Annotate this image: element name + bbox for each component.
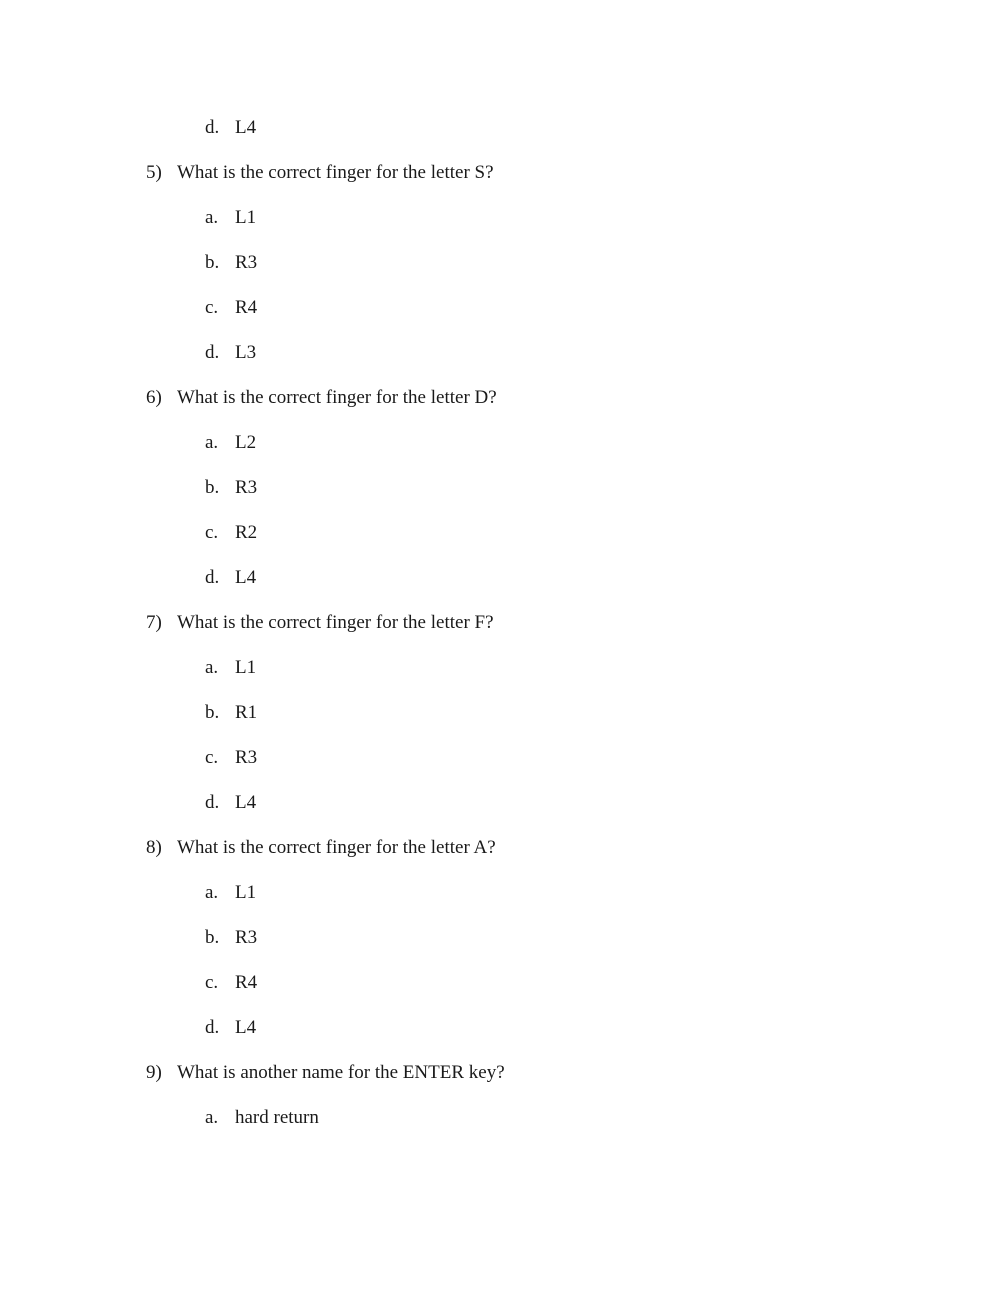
option-letter: d.	[205, 117, 220, 138]
option-letter: d.	[205, 792, 220, 813]
answer-option	[0, 473, 1000, 503]
answer-option	[0, 203, 1000, 233]
option-text: L4	[235, 792, 257, 813]
option-letter: b.	[205, 477, 220, 498]
answer-option	[0, 968, 1000, 998]
question-line	[0, 833, 1000, 863]
option-letter: c.	[205, 297, 219, 318]
option-text: L4	[235, 1017, 257, 1038]
question-text: What is the correct finger for the letter A?	[177, 837, 496, 858]
answer-option	[0, 248, 1000, 278]
answer-option	[0, 563, 1000, 593]
option-text: R3	[235, 927, 258, 948]
answer-option	[0, 518, 1000, 548]
question-line	[0, 608, 1000, 638]
answer-option	[0, 428, 1000, 458]
option-text: L1	[235, 882, 257, 903]
question-line	[0, 383, 1000, 413]
option-letter: c.	[205, 972, 219, 993]
option-text: R4	[235, 297, 258, 318]
option-text: L4	[235, 567, 257, 588]
option-letter: b.	[205, 252, 220, 273]
answer-option	[0, 1013, 1000, 1043]
option-text: R4	[235, 972, 258, 993]
question-number: 7)	[146, 612, 162, 633]
option-text: L1	[235, 207, 257, 228]
option-text: R3	[235, 747, 258, 768]
option-text: L1	[235, 657, 257, 678]
option-text: L3	[235, 342, 257, 363]
question-number: 6)	[146, 387, 162, 408]
option-letter: c.	[205, 522, 219, 543]
option-letter: c.	[205, 747, 219, 768]
question-line	[0, 1058, 1000, 1088]
question-text: What is another name for the ENTER key?	[177, 1062, 505, 1083]
option-letter: b.	[205, 702, 220, 723]
option-letter: a.	[205, 1107, 219, 1128]
answer-option	[0, 113, 1000, 143]
option-text: R3	[235, 252, 258, 273]
answer-option	[0, 293, 1000, 323]
option-letter: a.	[205, 207, 219, 228]
answer-option	[0, 338, 1000, 368]
option-letter: b.	[205, 927, 220, 948]
question-number: 9)	[146, 1062, 162, 1083]
answer-option	[0, 878, 1000, 908]
answer-option	[0, 788, 1000, 818]
option-letter: a.	[205, 882, 219, 903]
question-number: 8)	[146, 837, 162, 858]
option-letter: d.	[205, 342, 220, 363]
answer-option	[0, 698, 1000, 728]
answer-option	[0, 1103, 1000, 1133]
option-text: R1	[235, 702, 258, 723]
option-text: hard return	[235, 1107, 319, 1128]
option-letter: d.	[205, 567, 220, 588]
question-line	[0, 158, 1000, 188]
answer-option	[0, 743, 1000, 773]
question-text: What is the correct finger for the letter S?	[177, 162, 494, 183]
option-letter: d.	[205, 1017, 220, 1038]
answer-option	[0, 653, 1000, 683]
option-text: L2	[235, 432, 257, 453]
option-text: R3	[235, 477, 258, 498]
answer-option	[0, 923, 1000, 953]
option-text: R2	[235, 522, 258, 543]
question-number: 5)	[146, 162, 162, 183]
option-letter: a.	[205, 432, 219, 453]
question-text: What is the correct finger for the letter D?	[177, 387, 497, 408]
option-letter: a.	[205, 657, 219, 678]
question-text: What is the correct finger for the letter F?	[177, 612, 494, 633]
option-text: L4	[235, 117, 257, 138]
